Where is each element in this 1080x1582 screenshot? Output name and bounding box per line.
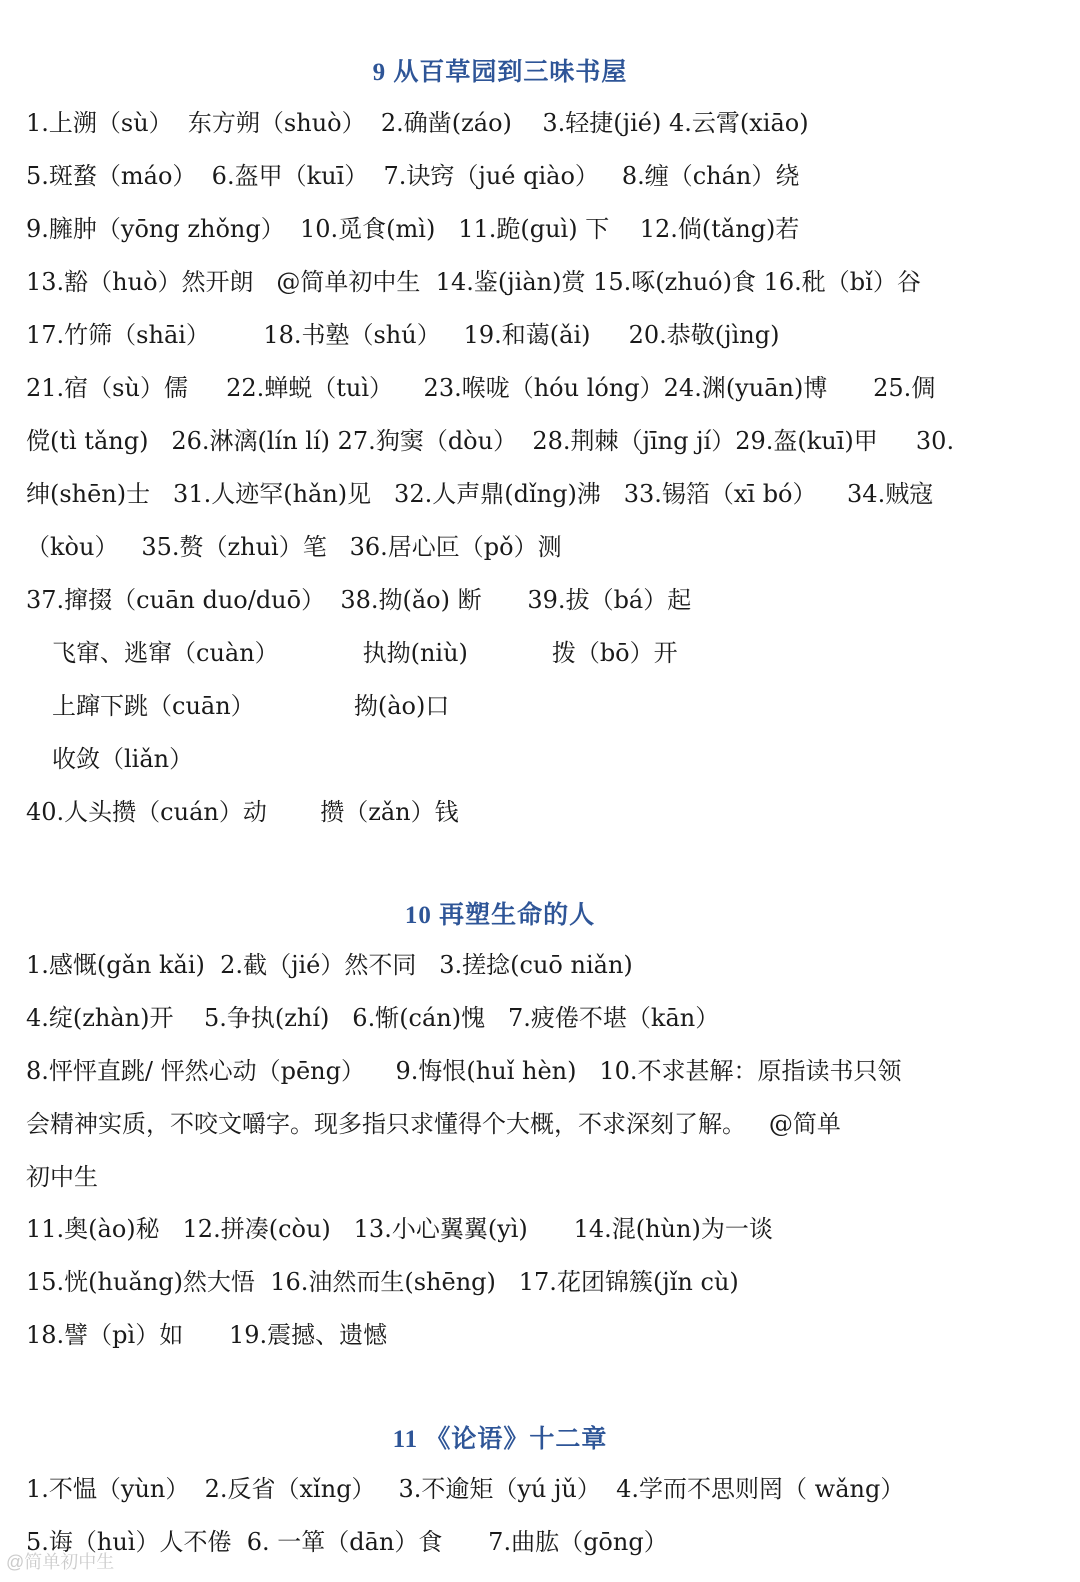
vocab-line: 18.譬（pì）如 19.震撼、遗憾 (26, 1321, 388, 1349)
vocab-line: 21.宿（sù）儒 22.蝉蜕（tuì） 23.喉咙（hóu lóng）24.渊(yuān)博 25.倜 (26, 374, 936, 402)
vocab-line: 1.上溯（sù） 东方朔（shuò） 2.确凿(záo) 3.轻捷(jié) 4.云霄(xiāo) (26, 109, 809, 137)
section-title: 9 从百草园到三味书屋 (372, 59, 628, 86)
vocab-line: 15.恍(huǎng)然大悟 16.油然而生(shēng) 17.花团锦簇(jǐn cù) (26, 1268, 739, 1296)
vocab-line: 4.绽(zhàn)开 5.争执(zhí) 6.惭(cán)愧 7.疲倦不堪（kān） (26, 1004, 720, 1032)
vocab-line: 5.诲（huì）人不倦 6. 一箪（dān）食 7.曲肱（gōng） (26, 1528, 668, 1556)
vocab-line: 会精神实质，不咬文嚼字。现多指只求懂得个大概，不求深刻了解。 @简单 (26, 1110, 841, 1138)
vocab-line: 13.豁（huò）然开朗 @简单初中生 14.鉴(jiàn)赏 15.啄(zhuó)食 16.秕（bǐ）谷 (26, 268, 921, 296)
vocab-line: 1.不愠（yùn） 2.反省（xǐng） 3.不逾矩（yú jǔ） 4.学而不思则罔（ wǎng） (26, 1475, 905, 1503)
vocab-line: 8.怦怦直跳/ 怦然心动（pēng） 9.悔恨(huǐ hèn) 10.不求甚解：原指读书只领 (26, 1057, 902, 1085)
vocab-line: 傥(tì tǎng) 26.淋漓(lín lí) 27.狗窦（dòu） 28.荆棘（jīng jí）29.盔(kuī)甲 30. (26, 427, 955, 455)
vocab-line: 17.竹筛（shāi） 18.书塾（shú） 19.和蔼(ǎi) 20.恭敬(jìng) (26, 321, 780, 349)
vocab-line: 9.臃肿（yōng zhǒng） 10.觅食(mì) 11.跪(guì) 下 12.倘(tǎng)若 (26, 215, 800, 243)
vocab-line-indented: 上蹿下跳（cuān） 拗(ào)口 (52, 692, 450, 720)
vocab-line: 绅(shēn)士 31.人迹罕(hǎn)见 32.人声鼎(dǐng)沸 33.锡箔（xī bó） 34.贼寇 (26, 480, 934, 508)
section-title: 11 《论语》十二章 (392, 1426, 608, 1453)
vocab-line: 11.奥(ào)秘 12.拼凑(còu) 13.小心翼翼(yì) 14.混(hùn)为一谈 (26, 1215, 773, 1243)
section-title: 10 再塑生命的人 (404, 902, 596, 929)
vocab-line-indented: 飞窜、逃窜（cuàn） 执拗(niù) 拨（bō）开 (52, 639, 678, 667)
vocab-line: 5.斑蝥（máo） 6.盔甲（kuī） 7.诀窍（jué qiào） 8.缠（chán）绕 (26, 162, 800, 190)
vocab-line: 初中生 (26, 1163, 98, 1191)
vocab-line: 40.人头攒（cuán）动 攒（zǎn）钱 (26, 798, 459, 826)
vocab-line-indented: 收敛（liǎn） (52, 745, 194, 773)
vocab-line: 37.撺掇（cuān duo/duō） 38.拗(ǎo) 断 39.拔（bá）起 (26, 586, 692, 614)
watermark: @简单初中生 (6, 1552, 115, 1572)
vocab-line: （kòu） 35.赘（zhuì）笔 36.居心叵（pǒ）测 (26, 533, 562, 561)
vocab-line: 1.感慨(gǎn kǎi) 2.截（jié）然不同 3.搓捻(cuō niǎn) (26, 951, 633, 979)
